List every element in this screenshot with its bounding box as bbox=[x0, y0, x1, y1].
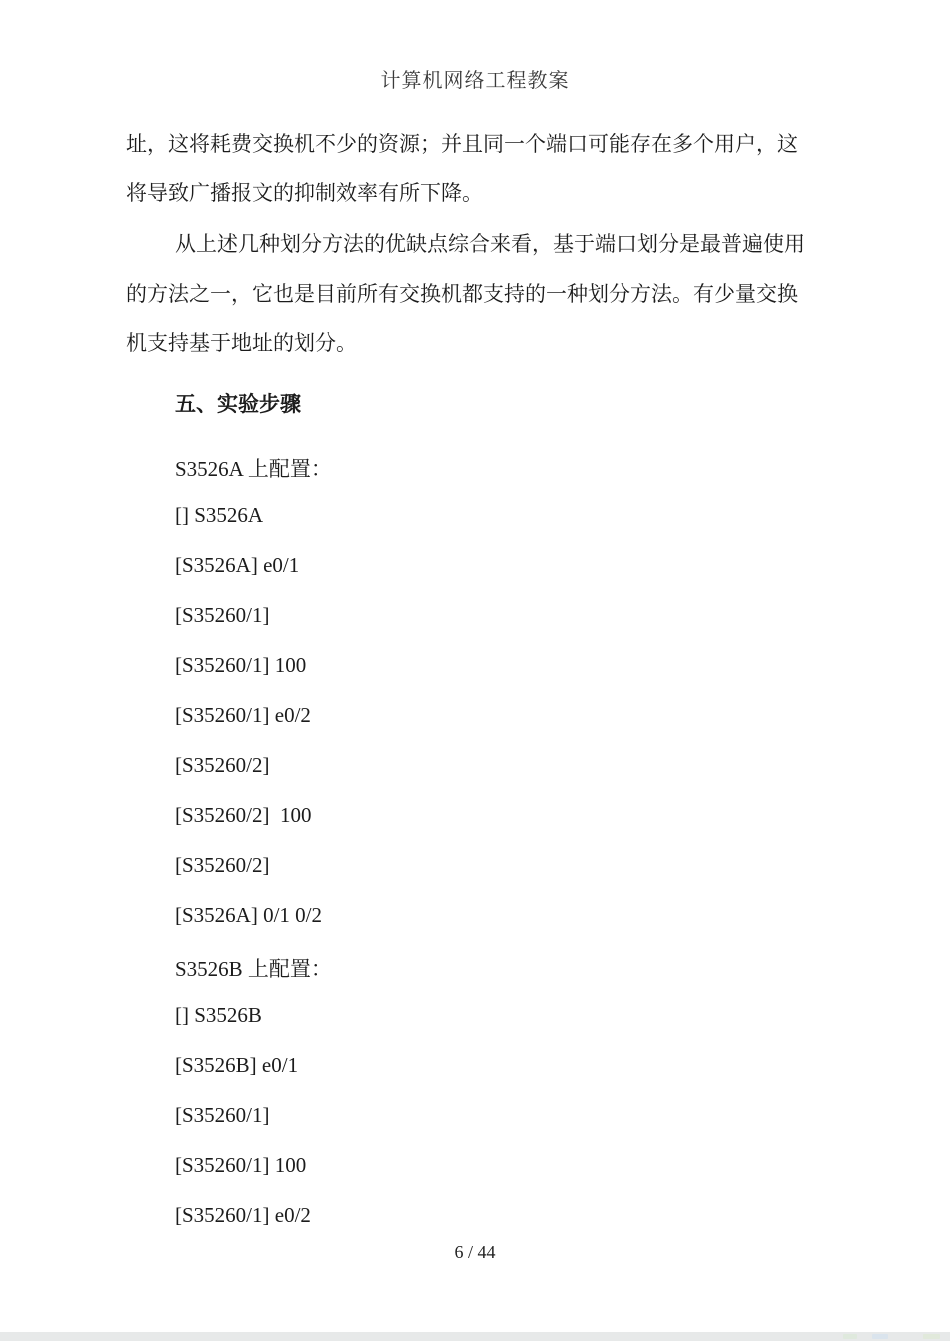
config-line: S3526B 上配置： bbox=[175, 957, 332, 981]
page-number: 6 / 44 bbox=[454, 1242, 496, 1262]
config-line: [S35260/2] bbox=[175, 753, 270, 777]
paragraph-line: 机支持基于地址的划分。 bbox=[126, 331, 357, 355]
config-line: [S35260/1] 100 bbox=[175, 1153, 307, 1177]
section-heading: 五、实验步骤 bbox=[175, 392, 301, 416]
config-line: [] S3526A bbox=[175, 503, 264, 527]
config-line: [S35260/1] e0/2 bbox=[175, 1203, 311, 1227]
config-line: [S35260/2] bbox=[175, 853, 270, 877]
bottom-edge-bar bbox=[0, 1332, 950, 1341]
document-title: 计算机网络工程教案 bbox=[380, 70, 570, 92]
faint-watermark-mark bbox=[872, 1334, 888, 1339]
config-line: [S35260/1] e0/2 bbox=[175, 703, 311, 727]
faint-watermark-mark bbox=[843, 1334, 857, 1339]
paragraph-line: 将导致广播报文的抑制效率有所下降。 bbox=[126, 181, 483, 205]
config-line: S3526A 上配置： bbox=[175, 457, 332, 481]
config-line: [S35260/2] 100 bbox=[175, 803, 312, 827]
config-line: [S3526A] 0/1 0/2 bbox=[175, 903, 322, 927]
faint-watermark-mark bbox=[923, 1334, 940, 1339]
config-line: [S35260/1] bbox=[175, 1103, 270, 1127]
config-line: [S35260/1] 100 bbox=[175, 653, 307, 677]
config-line: [S3526A] e0/1 bbox=[175, 553, 300, 577]
paragraph-line: 从上述几种划分方法的优缺点综合来看，基于端口划分是最普遍使用 bbox=[175, 232, 805, 256]
config-line: [] S3526B bbox=[175, 1003, 262, 1027]
config-line: [S3526B] e0/1 bbox=[175, 1053, 299, 1077]
paragraph-line: 址，这将耗费交换机不少的资源；并且同一个端口可能存在多个用户，这 bbox=[126, 132, 798, 156]
paragraph-line: 的方法之一，它也是目前所有交换机都支持的一种划分方法。有少量交换 bbox=[126, 282, 798, 306]
config-line: [S35260/1] bbox=[175, 603, 270, 627]
